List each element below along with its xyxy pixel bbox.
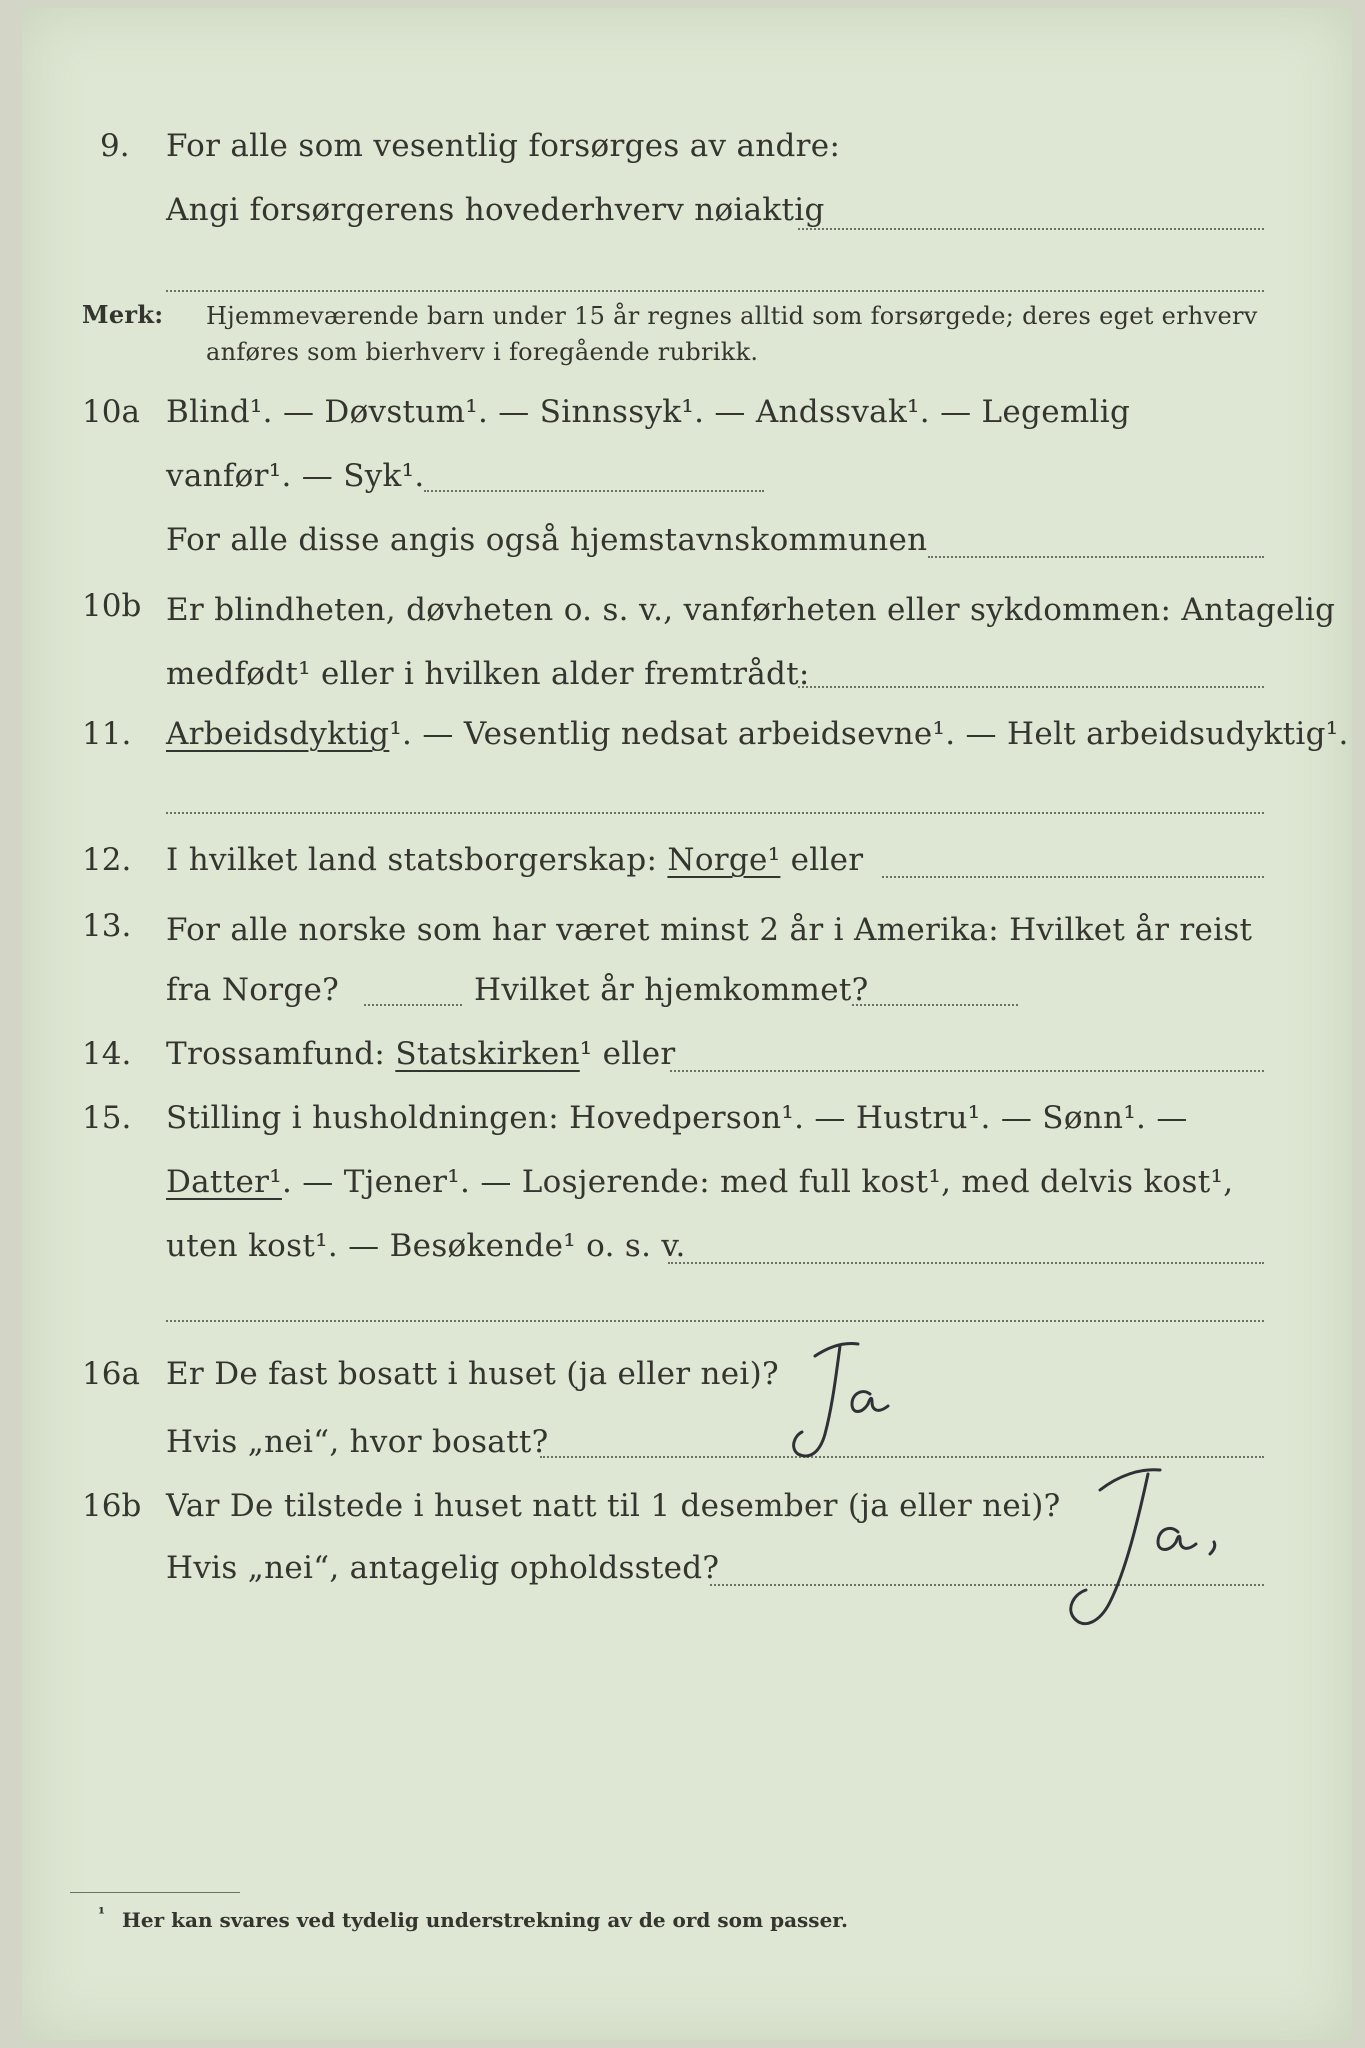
q9-answer-line-2[interactable]	[166, 290, 1264, 292]
q16b-number: 16b	[82, 1488, 142, 1524]
q12-suffix: eller	[790, 842, 864, 878]
q11-text	[166, 716, 1349, 752]
q11-number: 11.	[82, 716, 132, 752]
q14-text	[166, 1036, 676, 1072]
q9-answer-line[interactable]	[798, 228, 1264, 230]
q10b-text-line2: medfødt¹ eller i hvilken alder fremtrådt:	[166, 656, 810, 692]
q16b-text-line2: Hvis „nei“, antagelig opholdssted?	[166, 1550, 720, 1586]
q12-text	[166, 842, 863, 878]
q16b-text-line1: Var De tilstede i huset natt til 1 desember (ja eller nei)?	[166, 1488, 1061, 1524]
q10b-number: 10b	[82, 588, 142, 624]
q12-number: 12.	[82, 842, 132, 878]
q15-option-datter[interactable]: Datter¹	[166, 1164, 282, 1200]
q9-text-line1: For alle som vesentlig forsørges av andre:	[166, 128, 841, 164]
q11-text-rest: ¹. — Vesentlig nedsat arbeidsevne¹. — Helt arbeidsudyktig¹.	[389, 716, 1349, 752]
q10a-answer-line[interactable]	[424, 490, 764, 492]
merk-label: Merk:	[82, 300, 164, 329]
q15-text-line2-rest: . — Tjener¹. — Losjerende: med full kost¹, med delvis kost¹,	[281, 1164, 1234, 1200]
q15-text-line1: Stilling i husholdningen: Hovedperson¹. — Hustru¹. — Sønn¹. —	[166, 1100, 1188, 1136]
q14-suffix: ¹ eller	[579, 1036, 676, 1072]
footnote-text: Her kan svares ved tydelig understrekning av de ord som passer.	[122, 1908, 848, 1932]
q9-text-line2: Angi forsørgerens hovederhverv nøiaktig	[166, 192, 825, 228]
q13-text-line2b: Hvilket år hjemkommet?	[474, 972, 869, 1008]
q10b-text-line1: Er blindheten, døvheten o. s. v., vanførheten eller sykdommen: Antagelig	[166, 592, 1336, 628]
q10b-answer-line[interactable]	[798, 686, 1264, 688]
merk-text-line1: Hjemmeværende barn under 15 år regnes alltid som forsørgede; deres eget erhverv	[206, 302, 1258, 330]
q14-answer-line[interactable]	[670, 1070, 1264, 1072]
q11-option-arbeidsdyktig[interactable]: Arbeidsdyktig	[166, 716, 390, 752]
q10a-text-line2: vanfør¹. — Syk¹.	[166, 458, 425, 494]
q15-answer-line-2[interactable]	[166, 1320, 1264, 1322]
q13-year-returned-line[interactable]	[852, 1004, 1018, 1006]
q10a-text-line3: For alle disse angis også hjemstavnskommunen	[166, 522, 928, 558]
q13-text-line2a: fra Norge?	[166, 972, 340, 1008]
q12-answer-line[interactable]	[882, 876, 1264, 878]
q15-answer-line[interactable]	[668, 1262, 1264, 1264]
q14-option-statskirken[interactable]: Statskirken	[395, 1036, 580, 1072]
q16a-text-line2: Hvis „nei“, hvor bosatt?	[166, 1424, 549, 1460]
q10a-text-line1: Blind¹. — Døvstum¹. — Sinnssyk¹. — Andssvak¹. — Legemlig	[166, 394, 1131, 430]
q16a-text-line1: Er De fast bosatt i huset (ja eller nei)?	[166, 1356, 779, 1392]
q15-number: 15.	[82, 1100, 132, 1136]
q11-answer-line[interactable]	[166, 812, 1264, 814]
q14-number: 14.	[82, 1036, 132, 1072]
q13-year-left-line[interactable]	[364, 1004, 462, 1006]
q14-prefix: Trossamfund:	[166, 1036, 386, 1072]
q16a-handwritten-answer-ja	[770, 1336, 920, 1466]
q13-text-line1: For alle norske som har været minst 2 år i Amerika: Hvilket år reist	[166, 912, 1253, 948]
q13-number: 13.	[82, 908, 132, 944]
q16a-number: 16a	[82, 1356, 140, 1392]
q12-option-norge[interactable]: Norge¹	[667, 842, 781, 878]
q10a-number: 10a	[82, 394, 140, 430]
q10a-hometown-line[interactable]	[928, 556, 1264, 558]
footnote-divider	[70, 1892, 240, 1893]
merk-text-line2: anføres som bierhverv i foregående rubrikk.	[206, 338, 759, 366]
q9-number: 9.	[100, 128, 130, 164]
q15-text-line3: uten kost¹. — Besøkende¹ o. s. v.	[166, 1228, 686, 1264]
q16b-handwritten-answer-ja	[1030, 1450, 1240, 1640]
footnote-mark: ¹	[98, 1904, 106, 1923]
q12-prefix: I hvilket land statsborgerskap:	[166, 842, 658, 878]
q15-text-line2	[166, 1164, 1233, 1200]
